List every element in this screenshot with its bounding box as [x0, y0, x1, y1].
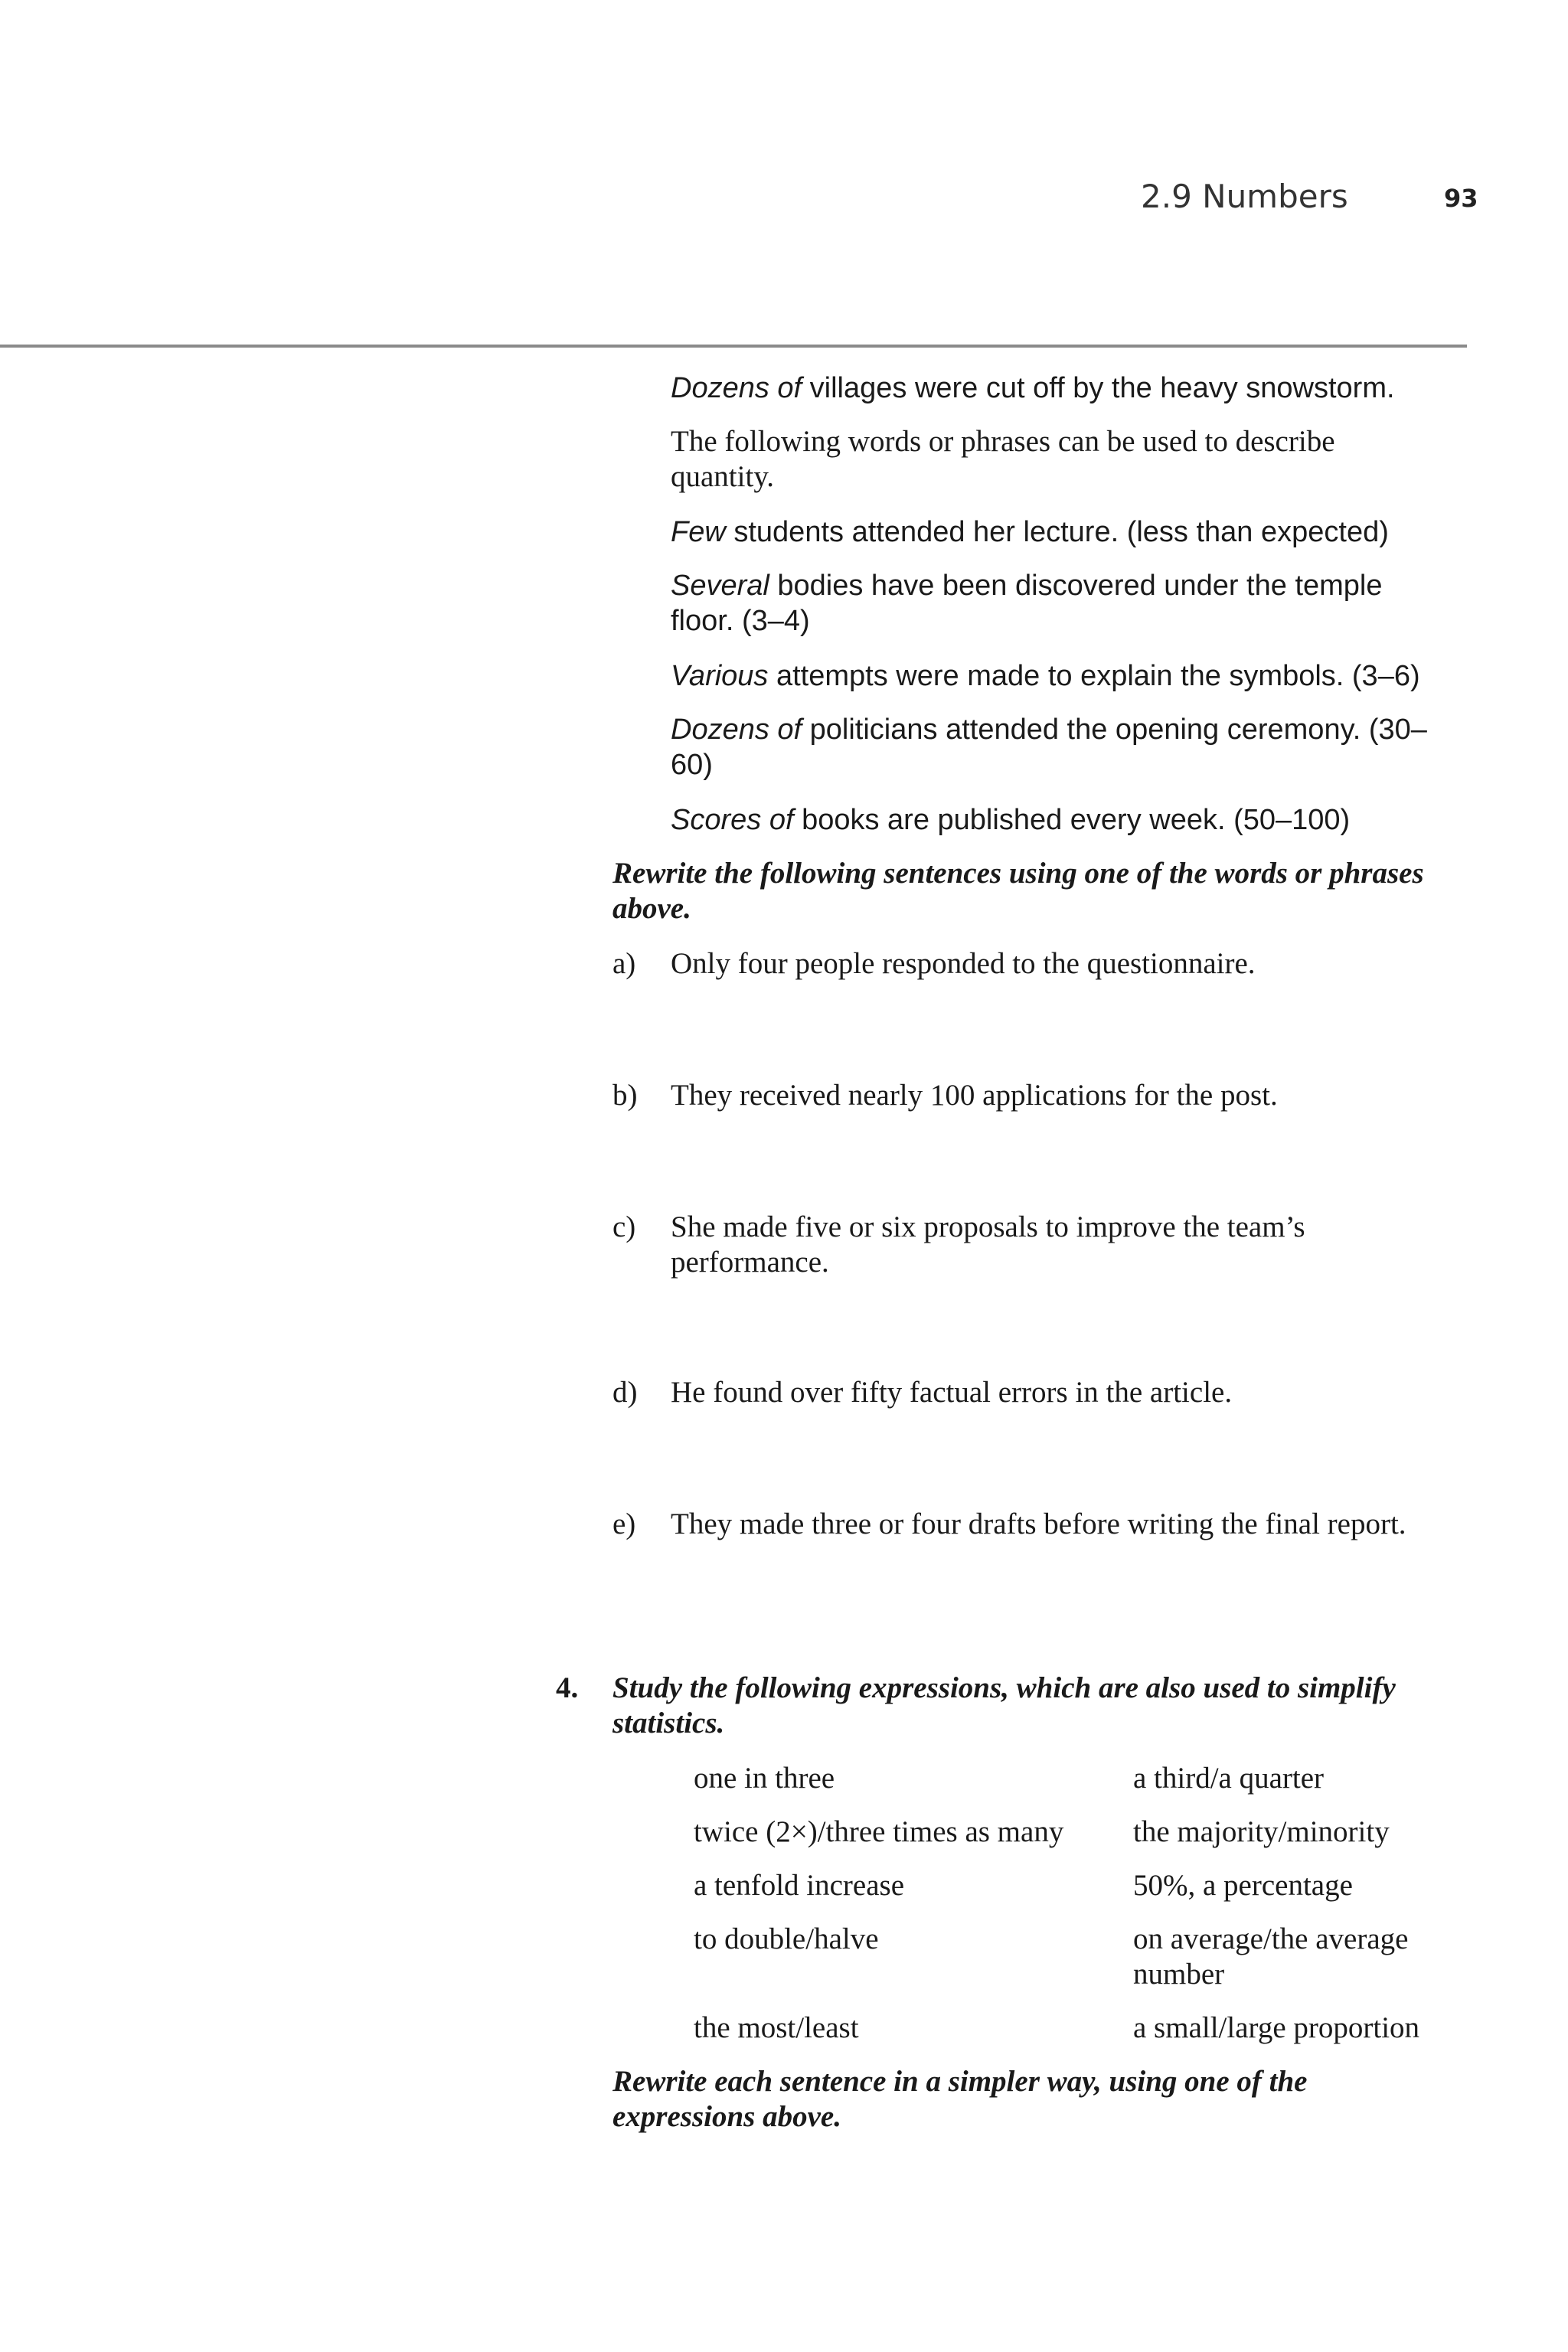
example-dozens-keyword: Dozens of [671, 714, 802, 746]
exercise-b-label: b) [612, 1079, 638, 1112]
example-few [671, 514, 1482, 550]
expression-left-3: a tenfold increase [694, 1869, 905, 1902]
example-several-keyword: Several [671, 570, 769, 602]
exercise-a-label: a) [612, 947, 636, 980]
header-rule [0, 345, 1467, 348]
example-various [671, 658, 1482, 694]
example-1-keyword: Dozens of [671, 372, 802, 404]
example-scores-text: books are published every week. (50–100) [793, 804, 1351, 836]
section-title: 2.9 Numbers [1141, 178, 1348, 215]
expression-right-5: a small/large proportion [1133, 2011, 1420, 2044]
example-1 [671, 371, 1482, 406]
example-scores-keyword: Scores of [671, 804, 794, 836]
page-number: 93 [1444, 184, 1478, 213]
exercise-e-text: They made three or four drafts before writing the final report. [671, 1508, 1406, 1540]
expression-left-4: to double/halve [694, 1922, 879, 1955]
expression-right-2: the majority/minority [1133, 1815, 1390, 1848]
quantity-intro: The following words or phrases can be used to describe quantity. [671, 425, 1335, 493]
exercise-d-label: d) [612, 1376, 638, 1409]
example-scores [671, 802, 1482, 838]
exercise-c-text: She made five or six proposals to improve the team’s performance. [671, 1210, 1305, 1279]
example-1-text: villages were cut off by the heavy snowstorm. [802, 372, 1395, 404]
expression-left-5: the most/least [694, 2011, 859, 2044]
exercise-d-text: He found over fifty factual errors in the article. [671, 1376, 1233, 1409]
section-4-number: 4. [556, 1671, 579, 1704]
example-few-keyword: Few [671, 516, 726, 548]
example-several-text: bodies have been discovered under the temple floor. (3–4) [671, 570, 1383, 637]
exercise-b-text: They received nearly 100 applications for the post. [671, 1079, 1278, 1112]
instruction-rewrite: Rewrite the following sentences using one of the words or phrases above. [612, 857, 1424, 925]
expression-left-2: twice (2×)/three times as many [694, 1815, 1064, 1848]
expression-right-3: 50%, a percentage [1133, 1869, 1353, 1902]
expression-right-1: a third/a quarter [1133, 1762, 1325, 1795]
example-dozens [671, 712, 1444, 782]
example-various-text: attempts were made to explain the symbols. (3–6) [768, 660, 1420, 692]
expression-right-4: on average/the average number [1133, 1922, 1409, 1991]
expression-left-1: one in three [694, 1762, 835, 1795]
example-various-keyword: Various [671, 660, 769, 692]
section-4-instruction-2: Rewrite each sentence in a simpler way, using one of the expressions above. [612, 2065, 1308, 2133]
example-dozens-text: politicians attended the opening ceremony. (30–60) [671, 714, 1427, 781]
example-few-text: students attended her lecture. (less than expected) [725, 516, 1389, 548]
section-4-instruction: Study the following expressions, which are also used to simplify statistics. [612, 1671, 1396, 1740]
example-several [671, 568, 1444, 639]
exercise-c-label: c) [612, 1210, 636, 1243]
exercise-e-label: e) [612, 1508, 636, 1540]
exercise-a-text: Only four people responded to the questionnaire. [671, 947, 1256, 980]
